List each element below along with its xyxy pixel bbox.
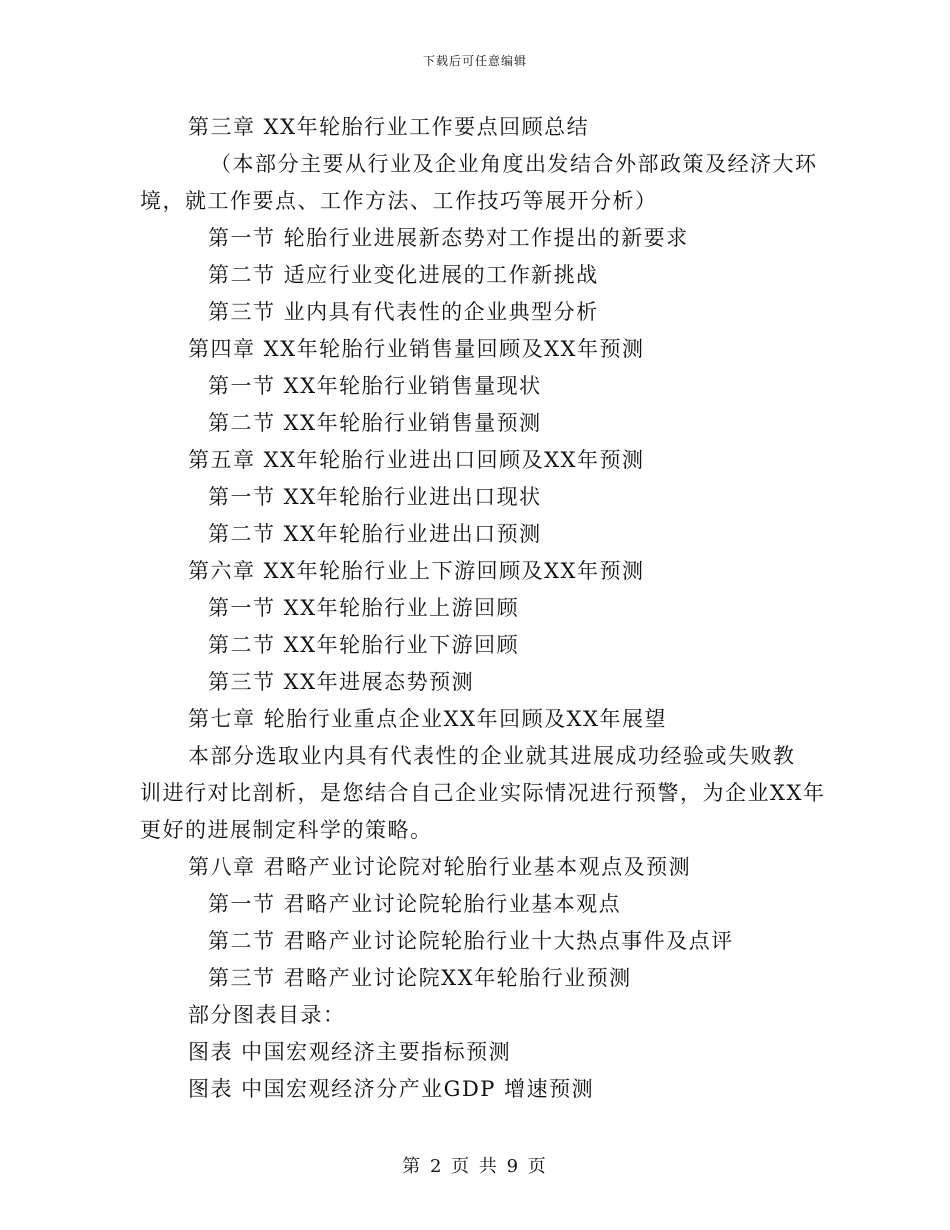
page-header: 下载后可任意编辑: [422, 54, 527, 68]
chapter-4-section-2: 第二节 XX年轮胎行业销售量预测: [208, 411, 542, 435]
chapter-6-section-3: 第三节 XX年进展态势预测: [208, 670, 475, 694]
chapter-3-section-2: 第二节 适应行业变化进展的工作新挑战: [208, 263, 599, 287]
page-number-footer: 第 2 页 共 9 页: [402, 1156, 548, 1177]
chapter-6-section-1: 第一节 XX年轮胎行业上游回顾: [208, 596, 520, 620]
chapter-7-heading: 第七章 轮胎行业重点企业XX年回顾及XX年展望: [188, 707, 667, 731]
figure-list-item-1: 图表 中国宏观经济主要指标预测: [188, 1040, 512, 1064]
chapter-7-paragraph-line-2: 训进行对比剖析，是您结合自己企业实际情况进行预警，为企业XX年: [140, 781, 826, 805]
chapter-5-heading: 第五章 XX年轮胎行业进出口回顾及XX年预测: [188, 448, 645, 472]
chapter-4-section-1: 第一节 XX年轮胎行业销售量现状: [208, 374, 542, 398]
figure-list-heading: 部分图表目录：: [188, 1003, 346, 1027]
chapter-3-note-line-1: （本部分主要从行业及企业角度出发结合外部政策及经济大环: [210, 152, 818, 176]
chapter-8-section-3: 第三节 君略产业讨论院XX年轮胎行业预测: [208, 966, 632, 990]
chapter-8-section-1: 第一节 君略产业讨论院轮胎行业基本观点: [208, 892, 622, 916]
chapter-7-paragraph-line-3: 更好的进展制定科学的策略。: [140, 818, 433, 842]
figure-list-item-2: 图表 中国宏观经济分产业GDP 增速预测: [188, 1077, 595, 1101]
chapter-3-section-1: 第一节 轮胎行业进展新态势对工作提出的新要求: [208, 226, 689, 250]
chapter-5-section-1: 第一节 XX年轮胎行业进出口现状: [208, 485, 542, 509]
chapter-3-section-3: 第三节 业内具有代表性的企业典型分析: [208, 300, 599, 324]
chapter-8-heading: 第八章 君略产业讨论院对轮胎行业基本观点及预测: [188, 855, 692, 879]
chapter-8-section-2: 第二节 君略产业讨论院轮胎行业十大热点事件及点评: [208, 929, 734, 953]
chapter-3-heading: 第三章 XX年轮胎行业工作要点回顾总结: [188, 115, 590, 139]
chapter-7-paragraph-line-1: 本部分选取业内具有代表性的企业就其进展成功经验或失败教: [188, 744, 796, 768]
chapter-6-section-2: 第二节 XX年轮胎行业下游回顾: [208, 633, 520, 657]
chapter-3-note-line-2: 境，就工作要点、工作方法、工作技巧等展开分析）: [140, 189, 658, 213]
chapter-6-heading: 第六章 XX年轮胎行业上下游回顾及XX年预测: [188, 559, 645, 583]
chapter-5-section-2: 第二节 XX年轮胎行业进出口预测: [208, 522, 542, 546]
chapter-4-heading: 第四章 XX年轮胎行业销售量回顾及XX年预测: [188, 337, 645, 361]
